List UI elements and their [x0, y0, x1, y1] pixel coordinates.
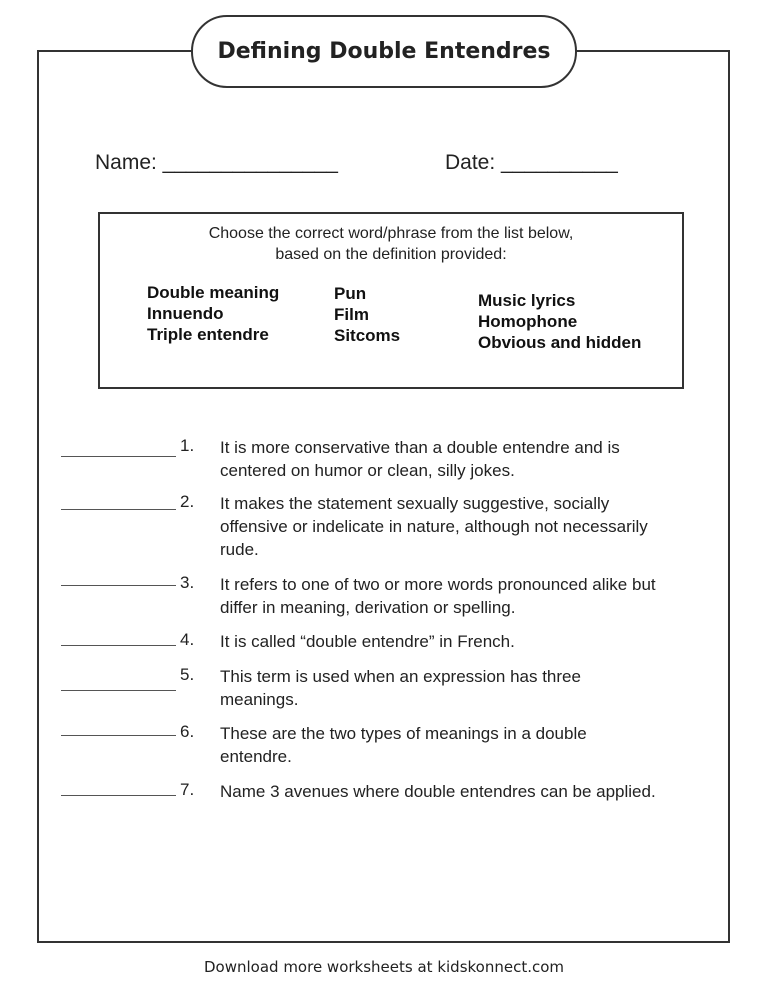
word-bank-item: Music lyrics [478, 291, 576, 310]
worksheet-title: Defining Double Entendres [191, 15, 577, 88]
word-bank-item: Triple entendre [147, 325, 269, 344]
footer-text: Download more worksheets at kidskonnect.com [203, 958, 565, 976]
question-number: 7. [180, 780, 195, 799]
date-field: Date: __________ [445, 151, 618, 174]
instruction-line: based on the definition provided: [275, 246, 507, 263]
question-number: 3. [180, 573, 195, 592]
word-bank-column [334, 283, 400, 346]
word-bank-item: Obvious and hidden [478, 333, 642, 352]
word-bank-box [98, 212, 684, 389]
question-text: It is more conservative than a double entendre and is centered on humor or clean, silly jokes. [220, 438, 620, 480]
answer-blank[interactable] [61, 645, 176, 646]
question-text: It refers to one of two or more words pronounced alike but differ in meaning, derivation or spelling. [220, 575, 656, 617]
word-bank-column [147, 282, 279, 345]
answer-blank[interactable] [61, 456, 176, 457]
word-bank-item: Sitcoms [334, 326, 401, 345]
answer-blank[interactable] [61, 509, 176, 510]
answer-blank[interactable] [61, 735, 176, 736]
word-bank-column [478, 290, 641, 353]
question-number: 6. [180, 722, 195, 741]
answer-blank[interactable] [61, 585, 176, 586]
question-text: Name 3 avenues where double entendres can be applied. [220, 782, 656, 801]
question-text: This term is used when an expression has three meanings. [220, 667, 581, 709]
answer-blank[interactable] [61, 795, 176, 796]
question-number: 5. [180, 665, 195, 684]
answer-blank[interactable] [61, 690, 176, 691]
word-bank-item: Innuendo [147, 304, 224, 323]
question-number: 4. [180, 630, 195, 649]
word-bank-item: Pun [334, 284, 367, 303]
name-field: Name: _______________ [95, 151, 338, 174]
word-bank-item: Homophone [478, 312, 578, 331]
question-text: It makes the statement sexually suggestive, socially offensive or indelicate in nature, although not necessarily rude. [220, 494, 648, 559]
instruction-line: Choose the correct word/phrase from the list below, [208, 225, 574, 242]
question-text: These are the two types of meanings in a double entendre. [220, 724, 587, 766]
question-number: 2. [180, 492, 195, 511]
question-number: 1. [180, 436, 195, 455]
word-bank-item: Double meaning [147, 283, 280, 302]
question-text: It is called “double entendre” in French. [220, 632, 515, 651]
word-bank-item: Film [334, 305, 369, 324]
